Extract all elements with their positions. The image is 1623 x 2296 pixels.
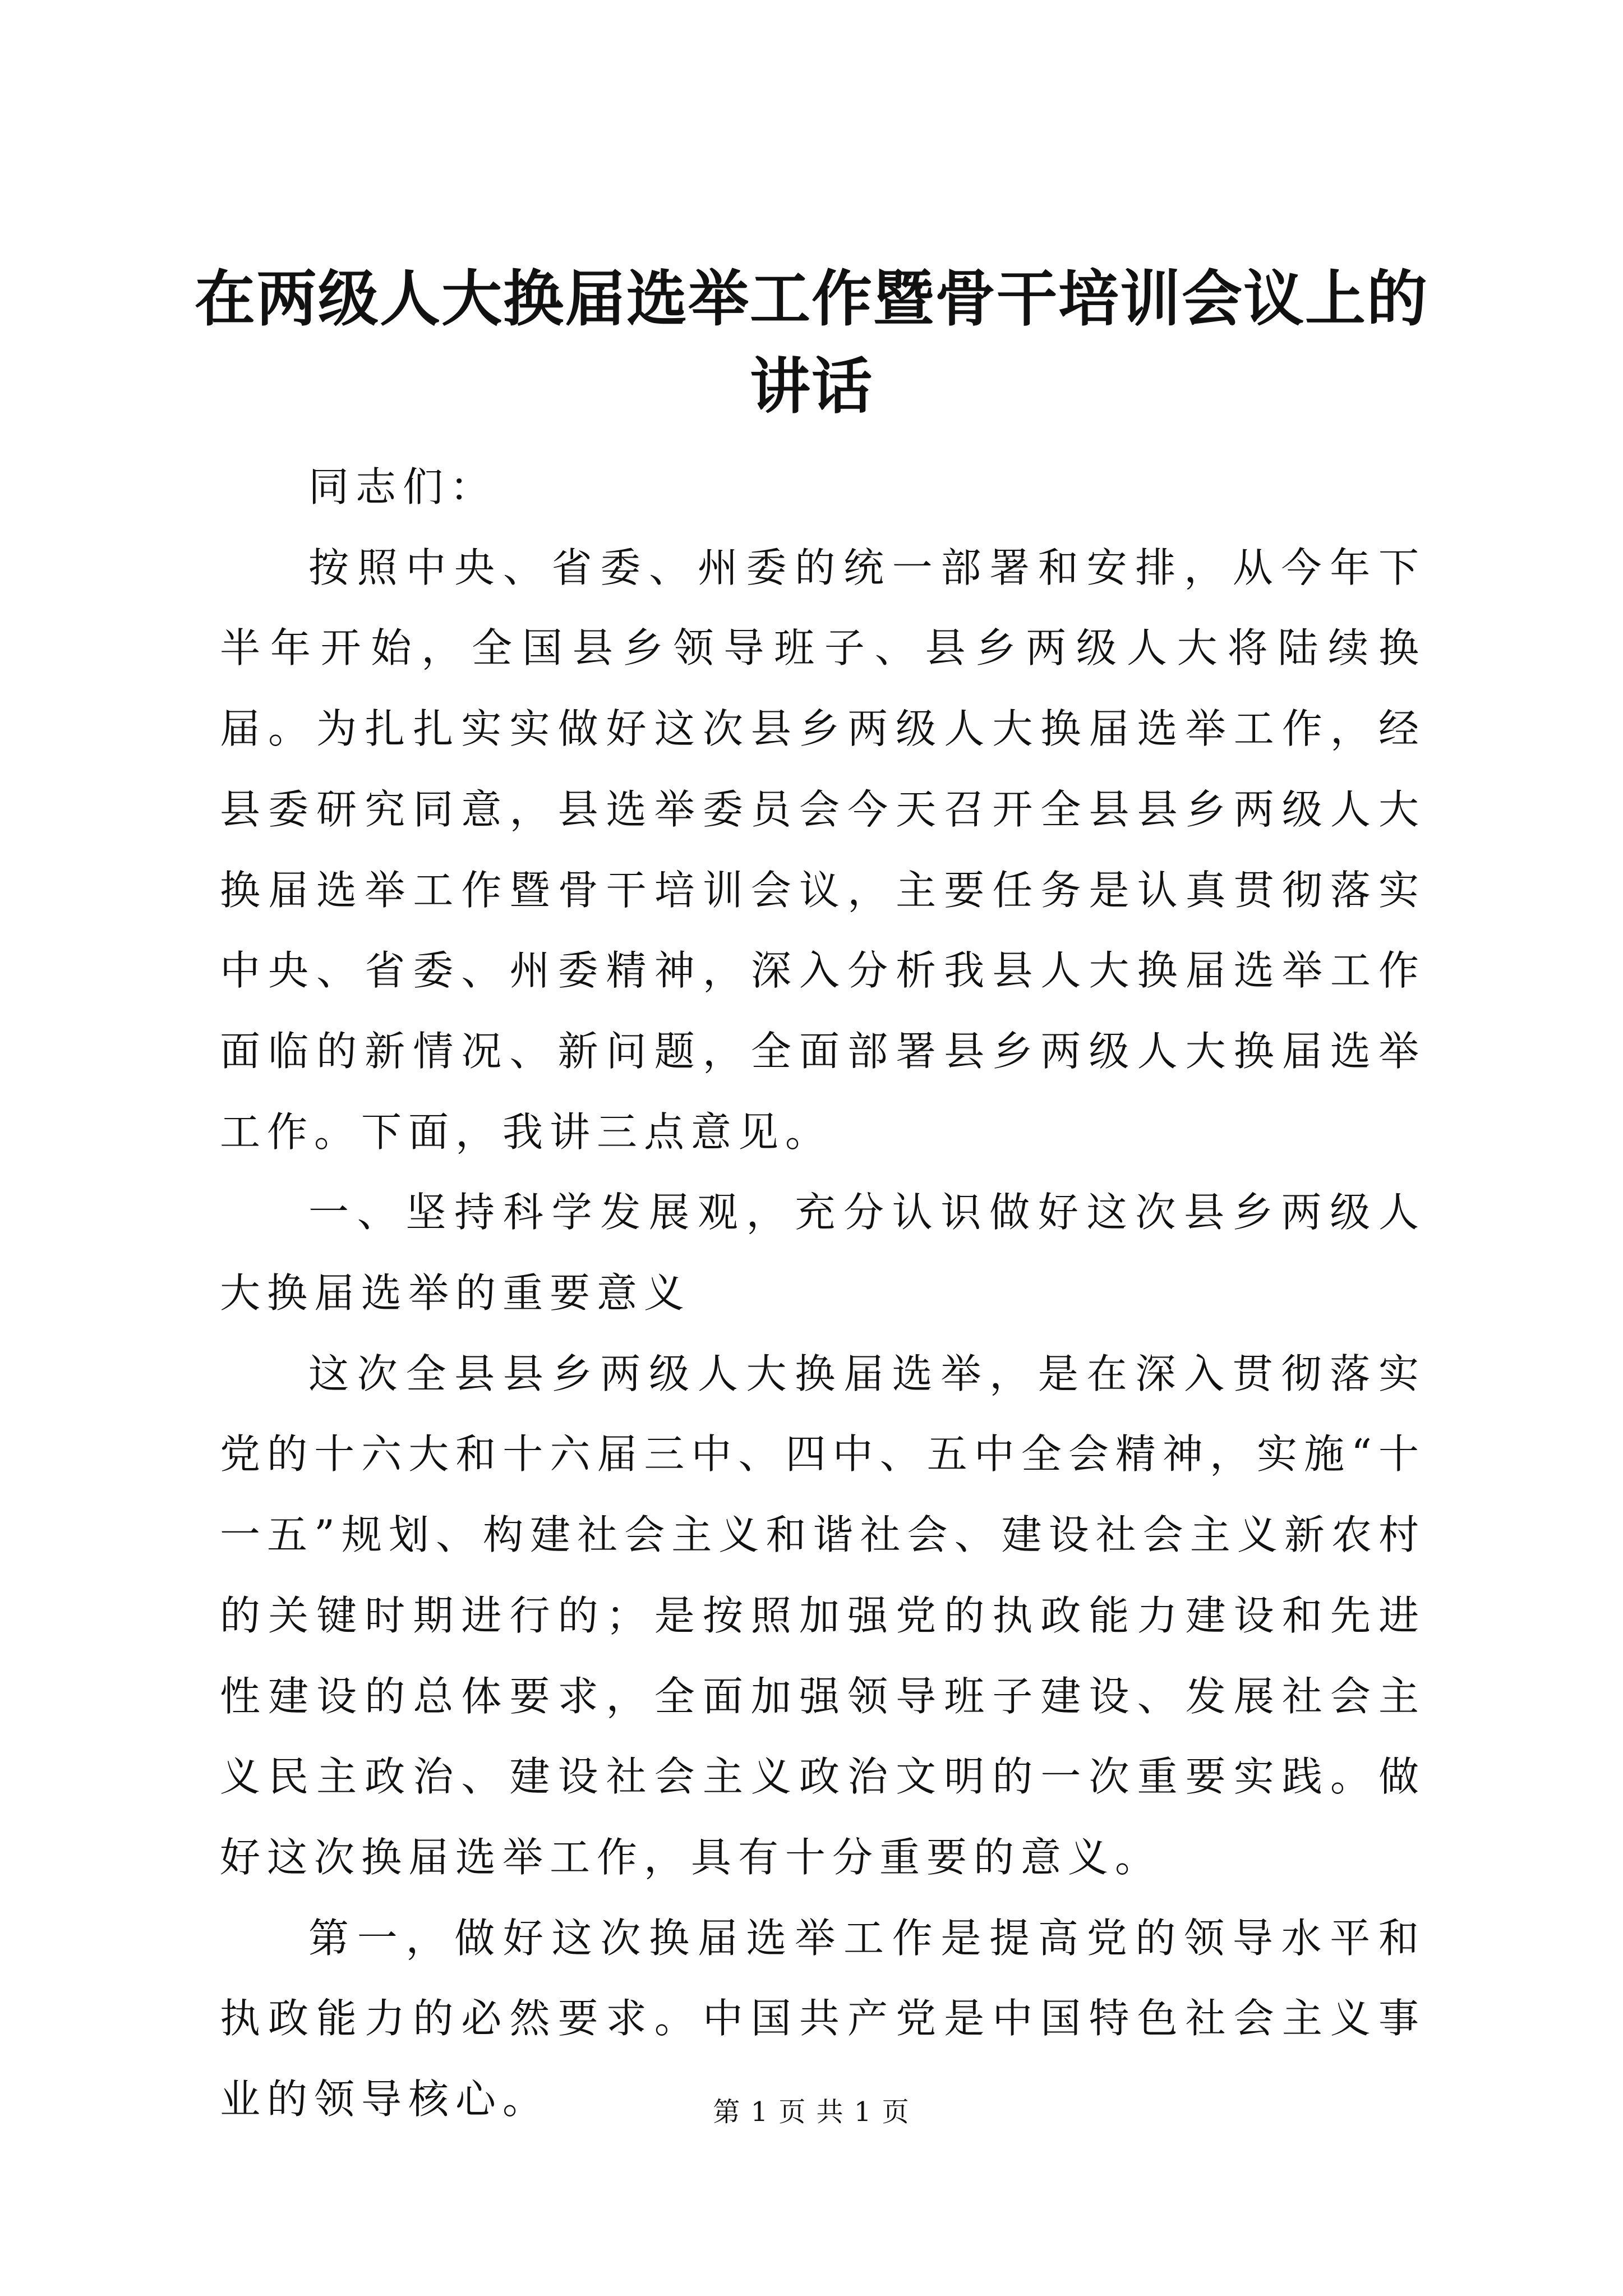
document-title bbox=[168, 255, 1455, 430]
salutation-paragraph: 同志们： bbox=[308, 463, 497, 510]
document-body bbox=[220, 447, 1426, 2140]
section-heading-paragraph: 一、坚持科学发展观，充分认识做好这次县乡两级人大换届选举的重要意义 bbox=[220, 1189, 1426, 1317]
title-line-2: 讲话 bbox=[749, 351, 873, 422]
page-footer: 第 1 页 共 1 页 bbox=[713, 2096, 910, 2128]
significance-paragraph: 这次全县县乡两级人大换届选举，是在深入贯彻落实党的十六大和十六届三中、四中、五中全会精神，实施“十一五”规划、构建社会主义和谐社会、建设社会主义新农村的关键时期进行的；是按照加强党的执政能力建设和先进性建设的总体要求，全面加强领导班子建设、发展社会主义民主政治、建设社会主义政治文明的一次重要实践。做好这次换届选举工作，具有十分重要的意义。 bbox=[220, 1350, 1426, 1881]
title-line-1: 在两级人大换届选举工作暨骨干培训会议上的 bbox=[194, 264, 1428, 334]
first-point-paragraph: 第一，做好这次换届选举工作是提高党的领导水平和执政能力的必然要求。中国共产党是中国特色社会主义事业的领导核心。 bbox=[220, 1914, 1426, 2123]
intro-paragraph: 按照中央、省委、州委的统一部署和安排，从今年下半年开始，全国县乡领导班子、县乡两级人大将陆续换届。为扎扎实实做好这次县乡两级人大换届选举工作，经县委研究同意，县选举委员会今天召开全县县乡两级人大换届选举工作暨骨干培训会议，主要任务是认真贯彻落实中央、省委、州委精神，深入分析我县人大换届选举工作面临的新情况、新问题，全面部署县乡两级人大换届选举工作。下面，我讲三点意见。 bbox=[220, 544, 1426, 1156]
